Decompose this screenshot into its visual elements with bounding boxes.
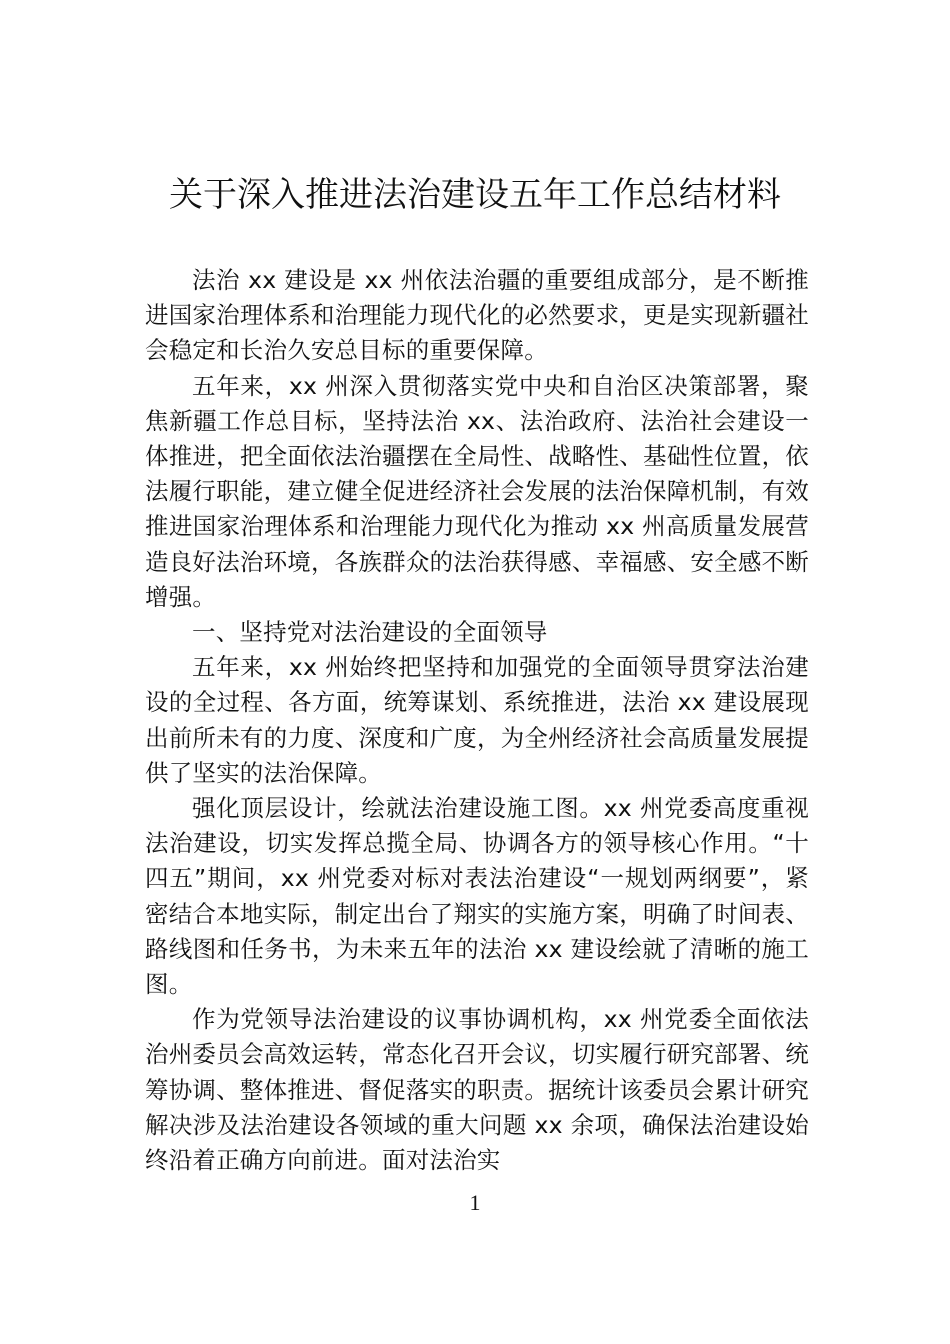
intro-paragraph-1: 法治 xx 建设是 xx 州依法治疆的重要组成部分，是不断推进国家治理体系和治理能力现代化的必然要求，更是实现新疆社会稳定和长治久安总目标的重要保障。 xyxy=(145,266,809,365)
intro-paragraph-2: 五年来，xx 州深入贯彻落实党中央和自治区决策部署，聚焦新疆工作总目标，坚持法治 xx、法治政府、法治社会建设一体推进，把全面依法治疆摆在全局性、战略性、基础性位置，依法履行职能，建立健全促进经济社会发展的法治保障机制，有效推进国家治理体系和治理能力现代化为推动 xx 州高质量发展营造良好法治环境，各族群众的法治获得感、幸福感、安全感不断增强。 xyxy=(145,371,809,611)
document-body xyxy=(145,263,809,1178)
page-number: 1 xyxy=(469,1190,481,1215)
section-paragraph-1: 五年来，xx 州始终把坚持和加强党的全面领导贯穿法治建设的全过程、各方面，统筹谋划、系统推进，法治 xx 建设展现出前所未有的力度、深度和广度，为全州经济社会高质量发展提供了坚实的法治保障。 xyxy=(145,653,809,787)
section-paragraph-3: 作为党领导法治建设的议事协调机构，xx 州党委全面依法治州委员会高效运转，常态化召开会议，切实履行研究部署、统筹协调、整体推进、督促落实的职责。据统计该委员会累计研究解决涉及法治建设各领域的重大问题 xx 余项，确保法治建设始终沿着正确方向前进。面对法治实 xyxy=(145,1005,809,1175)
document-title: 关于深入推进法治建设五年工作总结材料 xyxy=(169,175,781,215)
section-heading: 一、坚持党对法治建设的全面领导 xyxy=(192,618,548,647)
section-paragraph-2: 强化顶层设计，绘就法治建设施工图。xx 州党委高度重视法治建设，切实发挥总揽全局、协调各方的领导核心作用。“十四五”期间，xx 州党委对标对表法治建设“一规划两纲要”，紧密结合本地实际，制定出台了翔实的实施方案，明确了时间表、路线图和任务书，为未来五年的法治 xx 建设绘就了清晰的施工图。 xyxy=(145,794,809,999)
